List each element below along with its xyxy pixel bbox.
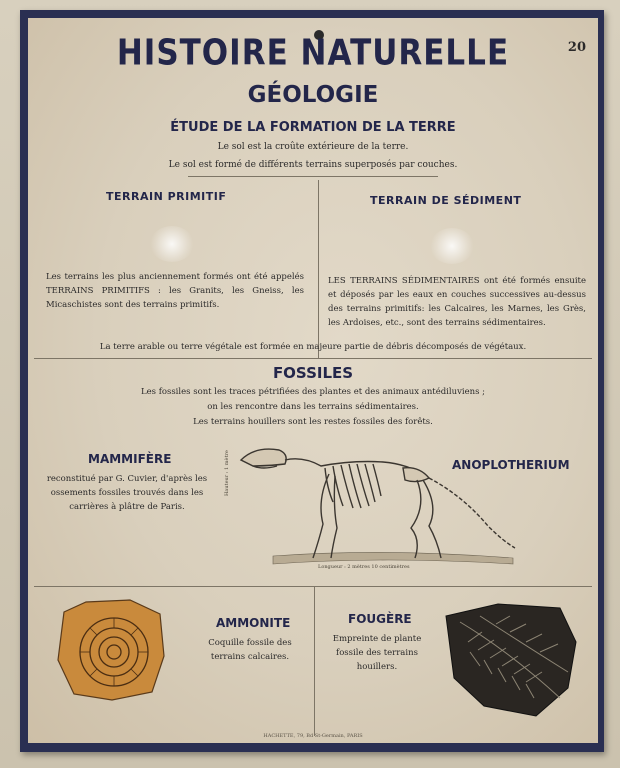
divider-fossiles [34,358,592,359]
label-length: Longueur : 2 mètres 10 centimètres [318,564,410,570]
text-ammonite: Coquille fossile des terrains calcaires. [208,638,292,662]
heading-fossiles: FOSSILES [272,364,354,382]
fossiles-line-1: Les fossiles sont les traces pétrifiées des plantes et des animaux antédiluviens ; [140,387,486,397]
poster [28,18,598,743]
ammonite-illustration [56,598,168,702]
intro-line-1: Le sol est la croûte extérieure de la terre. [217,142,409,152]
divider-intro [188,176,438,177]
divider-terrain-vertical [318,180,319,358]
fern-fossil-illustration [440,602,580,722]
poster-topic: ÉTUDE DE LA FORMATION DE LA TERRE [170,120,456,135]
publisher-footer: HACHETTE, 79, Bd St-Germain, PARIS [263,733,363,739]
text-terrain-sediment: LES TERRAINS SÉDIMENTAIRES ont été formés ensuite et déposés par les eaux en couches successives au-dessus des terrains primitifs: les Calcaires, les Marnes, les Grès, les Ardoises, etc., sont des terrains sédimentaires. [328,276,586,328]
poster-subtitle: GÉOLOGIE [247,82,379,108]
heading-ammonite: AMMONITE [216,616,291,630]
page-number: 20 [567,40,586,55]
heading-anoplotherium: ANOPLOTHERIUM [452,458,570,472]
light-glare-right [430,228,474,264]
light-glare-left [150,226,194,262]
intro-line-2: Le sol est formé de différents terrains superposés par couches. [168,160,458,170]
divider-bottom-vertical [314,586,315,736]
heading-terrain-primitif: TERRAIN PRIMITIF [106,190,227,203]
heading-terrain-sediment: TERRAIN DE SÉDIMENT [370,194,522,207]
divider-bottom [34,586,592,587]
text-terrain-primitif: Les terrains les plus anciennement formés ont été appelés TERRAINS PRIMITIFS : les Granits, les Gneiss, les Micaschistes sont des terrains primitifs. [46,272,304,310]
text-fougere: Empreinte de plante fossile des terrains houillers. [332,634,422,672]
poster-title: HISTOIRE NATURELLE [116,32,510,74]
anoplotherium-skeleton-illustration [233,436,533,576]
text-terre-arable: La terre arable ou terre végétale est formée en majeure partie de débris décomposés de végétaux. [99,342,527,352]
text-mammifere: reconstitué par G. Cuvier, d'après les ossements fossiles trouvés dans les carrières à plâtre de Paris. [46,474,208,512]
fossiles-line-3: Les terrains houillers sont les restes fossiles des forêts. [193,417,433,427]
label-height: Hauteur : 1 mètre [224,450,230,496]
heading-mammifere: MAMMIFÈRE [88,452,172,466]
heading-fougere: FOUGÈRE [348,612,412,626]
fossiles-line-2: on les rencontre dans les terrains sédimentaires. [207,402,419,412]
